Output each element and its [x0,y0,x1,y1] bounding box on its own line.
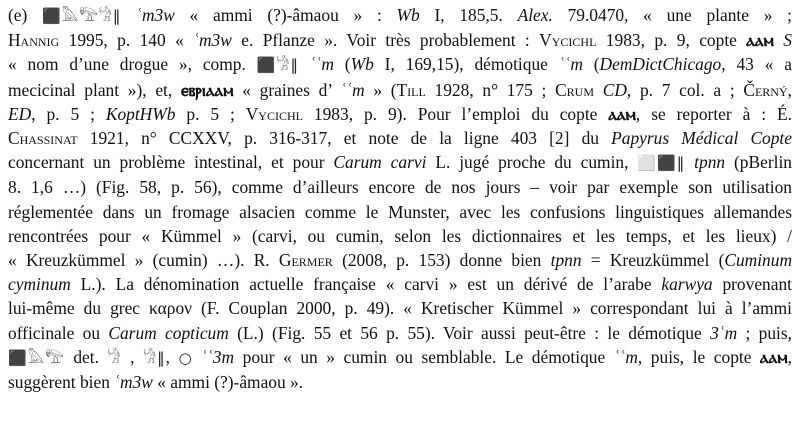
text-run: , se reporter à : É. [635,103,792,124]
text-line [8,78,792,102]
hieroglyph-group-icon: ⬜⬛‖ [637,154,686,173]
text-line [8,175,792,199]
text-run: 1983, p. 9, copte [596,30,747,51]
italic-term: CD [602,79,627,100]
text-run: = Kreuzkümmel ( [581,250,725,271]
text-run: det. [64,346,108,367]
text-run: pour « un » cumin ou semblable. Le démotique [234,346,614,367]
text-run: officinale ou [8,322,109,343]
italic-term: Carum carvi [333,152,427,173]
italic-term: ʿʿm [298,54,334,75]
text-run: « graines d’ [233,79,341,100]
italic-term: tpnn [685,152,726,173]
italic-term: S [773,30,792,51]
italic-term: Papyrus Médical Copte [611,128,792,149]
text-run: , [165,346,179,367]
text-run: concernant un problème intestinal, et pour [8,152,334,173]
text-run: , p. 7 col. a ; [626,79,744,100]
italic-term: Carum copticum [108,322,229,343]
text-run: réglementée dans un fromage alsacien comme le Munster, avec les confusions linguistiques allemandes [8,201,792,222]
hieroglyph-group-icon: ⬛𓅓𓅟 [8,348,65,367]
text-line [8,52,792,77]
italic-term: 3ʿm [710,322,738,343]
author-name: Crum [555,79,595,100]
author-name: Germer [278,250,333,271]
text-run: (pBerlin [725,152,792,173]
italic-term: cyminum [8,274,71,295]
italic-term: ʿʿ3m [192,346,235,367]
text-run: p. 5 ; [175,103,246,124]
text-run: 79.0470, « une plante » ; [552,5,792,25]
text-run: e. Pflanze ». Voir très probablement : [231,30,540,51]
text-run: L. jugé proche du cumin, [426,152,638,173]
text-run: , puis, le copte [637,346,761,367]
text-line [8,3,792,28]
text-run: » ( [364,79,397,100]
text-line [8,224,792,248]
italic-term: Wb [350,54,374,75]
text-run: 1921, n° CCXXV, p. 316-317, et note de la ligne 403 [2] du [77,128,612,149]
text-run: (2008, p. 153) donne bien [332,250,551,271]
italic-term: KoptHWb [105,103,176,124]
author-name: Vycichl [539,30,597,51]
italic-term: tpnn [550,250,582,271]
text-run: (e) [8,5,43,25]
paragraph [8,3,792,394]
italic-term: Cuminum [724,250,793,271]
italic-term: DemDictChicago [599,54,722,75]
italic-term: ED [8,103,32,124]
text-line [8,321,792,345]
text-line [8,248,792,272]
hieroglyph-circle-icon: ○ [178,348,193,367]
text-run: ( [333,54,351,75]
text-run: , [787,346,792,367]
text-line [8,370,792,394]
text-run: , p. 5 ; [31,103,106,124]
author-name: Chassinat [8,128,78,149]
text-run: I, 169,15), démotique [373,54,559,75]
italic-term: Wb [396,5,420,25]
text-line [8,272,792,296]
text-run: mecicinal plant »), et, [8,79,181,100]
text-run: ⲁⲁⲙ [746,30,774,51]
text-run: 1983, p. 9). Pour l’emploi du copte [302,103,609,124]
text-line [8,150,792,175]
text-line [8,345,792,370]
text-run: ⲁⲁⲙ [760,346,788,367]
author-name: Till [396,79,426,100]
italic-term: karwya [661,274,713,295]
text-run: 8. 1,6 …) (Fig. 58, p. 56), comme d’ailleurs encore de nos jours – voir par exemple son utilisation [8,177,792,198]
text-run: , [787,79,792,100]
text-run: « ammi (?)-âmaou » : [174,5,397,25]
text-line [8,102,792,126]
text-run: , [121,346,144,367]
hieroglyph-group-icon: ⬛𓅓𓅟𓀝‖ [42,7,122,25]
author-name: Hannig [8,30,60,51]
text-line [8,296,792,320]
text-run: 1928, n° 175 ; [425,79,556,100]
text-run: , 43 « a [721,54,792,75]
italic-term: ʿm3w [193,30,232,51]
text-run: ( [582,54,600,75]
text-run: ⲁⲁⲙ [608,103,636,124]
text-run: « Kreuzkümmel » (cumin) …). R. [8,250,279,271]
text-run: « ammi (?)-âmaou ». [152,372,304,393]
text-run: rencontrées pour « Kümmel » (carvi, ou cumin, selon les dictionnaires et les temps, et les lieux) / [8,225,792,246]
italic-term: ʿm3w [114,372,153,393]
text-run: suggèrent bien [8,372,115,393]
hieroglyph-group-icon: ⬛𓀝‖ [256,56,299,75]
text-line [8,28,792,52]
hieroglyph-group-icon: 𓀝‖ [143,348,166,367]
text-run: ⲉⲃⲣⲓⲁⲁⲙ [180,79,234,100]
text-run: « nom d’une drogue », comp. [8,54,257,75]
hieroglyph-plant-icon: 𓀝 [107,348,122,367]
text-line [8,200,792,224]
text-line [8,126,792,150]
text-run: L.). La dénomination actuelle française « carvi » est un dérivé de l’arabe [70,274,662,295]
text-run: ; puis, [737,322,792,343]
italic-term: Alex. [517,5,553,25]
text-run [594,80,603,100]
italic-term: ʿʿm [558,54,583,75]
italic-term: ʿm3w [121,5,175,25]
author-name: Vycichl [245,103,303,124]
author-name: Černý [743,79,788,100]
text-run: lui-même du grec καρον (F. Couplan 2000, p. 49). « Kretischer Kümmel » correspondant lui à l’ammi [8,298,792,319]
italic-term: ʿʿm [340,79,365,100]
text-run: I, 185,5. [419,5,518,25]
text-run: 1995, p. 140 « [59,30,194,51]
text-run: (L.) (Fig. 55 et 56 p. 55). Voir aussi peut-être : le démotique [228,322,711,343]
text-run: provenant [712,274,792,295]
italic-term: ʿʿm [613,346,638,367]
